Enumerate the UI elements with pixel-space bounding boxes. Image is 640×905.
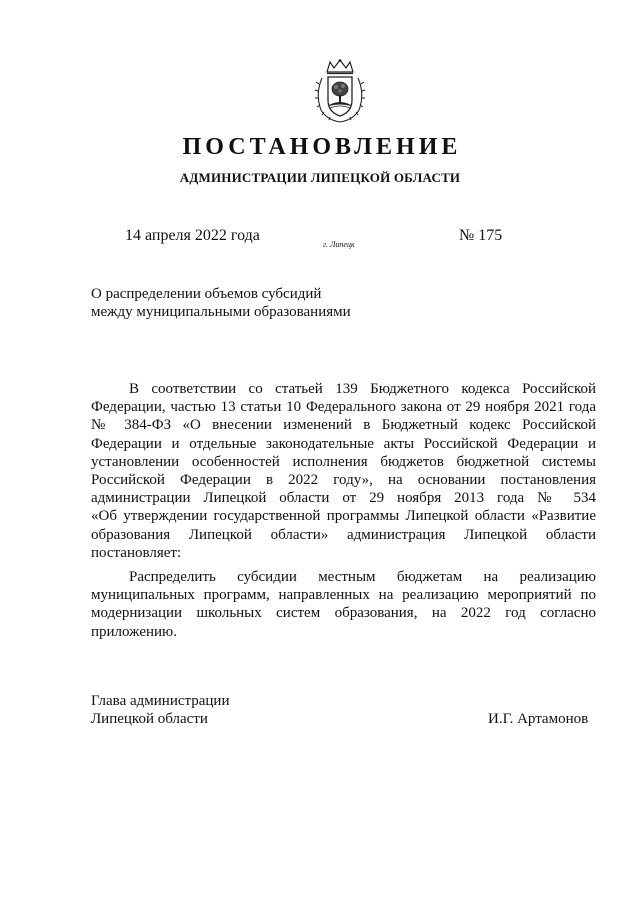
body-paragraph-2 bbox=[91, 568, 596, 641]
paragraph-line: Российской Федерации в 2022 году», на основании постановления bbox=[91, 472, 596, 489]
subject-line: О распределении объемов субсидий bbox=[91, 286, 322, 302]
lipetsk-coat-of-arms-icon bbox=[313, 58, 367, 124]
document-subject bbox=[91, 285, 351, 321]
paragraph-line: муниципальных программ, направленных на реализацию мероприятий по bbox=[91, 587, 596, 604]
subject-line: между муниципальными образованиями bbox=[91, 304, 351, 320]
document-date: 14 апреля 2022 года bbox=[125, 227, 260, 244]
document-issuer: АДМИНИСТРАЦИИ ЛИПЕЦКОЙ ОБЛАСТИ bbox=[179, 170, 461, 185]
paragraph-line: образования Липецкой области» администрация Липецкой области bbox=[91, 526, 596, 543]
paragraph-line: В соответствии со статьей 139 Бюджетного кодекса Российской bbox=[129, 381, 596, 397]
paragraph-line: администрации Липецкой области от 29 ноября 2013 года № 534 bbox=[91, 490, 596, 507]
paragraph-line: Федерации, частью 13 статьи 10 Федерального закона от 29 ноября 2021 года bbox=[91, 399, 596, 416]
paragraph-line: модернизации школьных систем образования, на 2022 год согласно bbox=[91, 605, 596, 622]
document-number: № 175 bbox=[459, 227, 503, 244]
body-paragraph-1 bbox=[91, 380, 596, 562]
position-line: Липецкой области bbox=[91, 711, 208, 727]
paragraph-line: приложению. bbox=[91, 623, 178, 640]
position-line: Глава администрации bbox=[91, 693, 230, 709]
paragraph-line: «Об утверждении государственной программы Липецкой области «Развитие bbox=[91, 508, 596, 525]
signatory-position bbox=[91, 692, 229, 728]
paragraph-line: постановляет: bbox=[91, 544, 182, 561]
paragraph-line: Распределить субсидии местным бюджетам на реализацию bbox=[129, 569, 596, 585]
document-title: ПОСТАНОВЛЕНИЕ bbox=[182, 134, 462, 160]
document-place: г. Липецк bbox=[323, 240, 355, 249]
paragraph-line: Федерации и отдельные законодательные акты Российской Федерации и bbox=[91, 435, 596, 452]
paragraph-line: № 384-ФЗ «О внесении изменений в Бюджетный кодекс Российской bbox=[91, 417, 596, 434]
paragraph-line: установлении особенностей исполнения бюджетов бюджетной системы bbox=[91, 453, 596, 470]
signatory-name: И.Г. Артамонов bbox=[488, 711, 589, 727]
